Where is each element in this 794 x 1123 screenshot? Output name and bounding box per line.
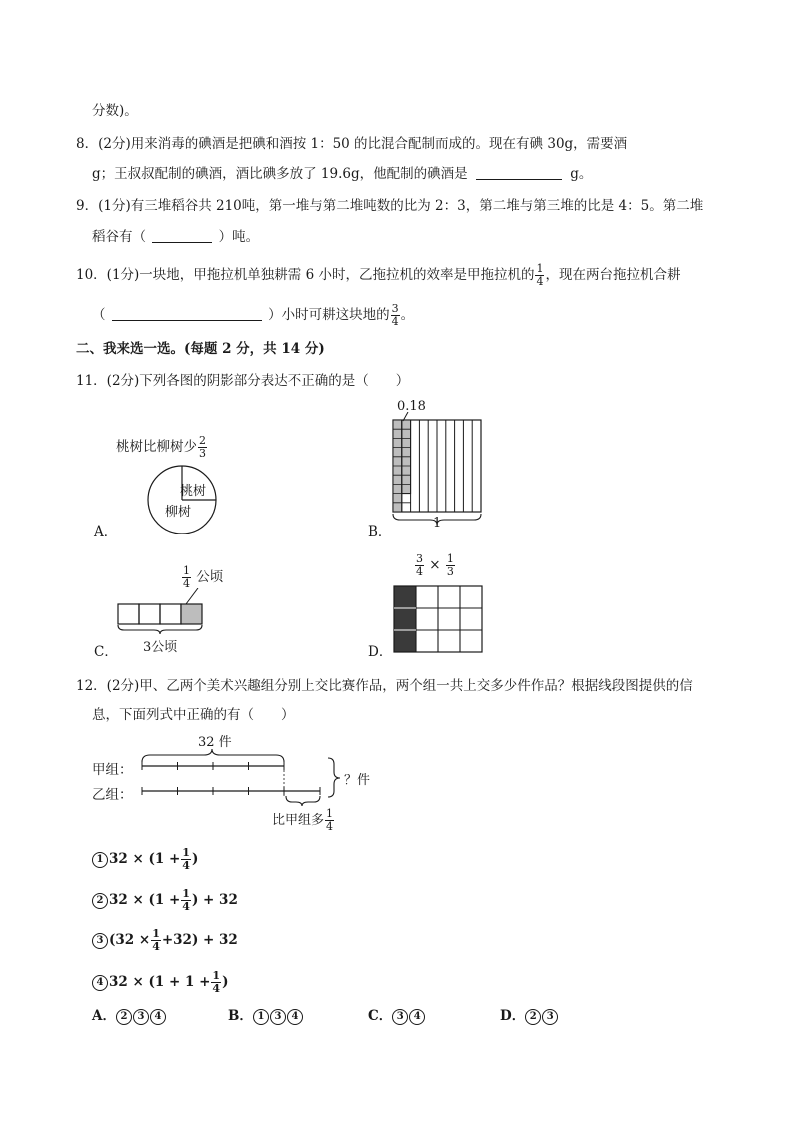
q11a-caption: 桃树比柳树少 $\frac{2}{3}$ [116,434,206,460]
q9-line2 [92,227,259,247]
q12-line2: 息，下面列式中正确的有（ ） [92,707,295,723]
q11-stem: 11．(2分)下列各图的阴影部分表达不正确的是（ ） [76,373,410,389]
q12-option-c[interactable]: C． 3 4 [368,1006,426,1026]
q12-option-d[interactable]: D． 2 3 [500,1006,559,1026]
q10-line1 [76,263,680,288]
q11c-pointer [186,588,198,604]
q11c-top-label: $\frac{1}{4}$ 公顷 [183,564,224,590]
q12-option-b[interactable]: B． 1 3 4 [228,1006,304,1026]
q10-answer-blank[interactable] [112,306,262,321]
q12-diagram-total-label: ？件 [344,773,371,788]
q11c-cell-shaded [181,604,202,624]
q12-segment-diagram [138,746,348,808]
q10-line1-text: 10．(1分)一块地，甲拖拉机单独耕需 6 小时，乙拖拉机的效率是甲拖拉机的 [76,267,535,283]
q11b-bottom-label: 1 [433,516,442,531]
q12-right-brace [328,758,340,797]
q12-line1: 12．(2分)甲、乙两个美术兴趣组分别上交比赛作品，两个组一共上交多少件作品？根据线段图提供的信 [76,678,693,694]
q12-formula-2: 2 32 × (1 + $\frac{1}{4}$ ) + 32 [92,888,238,913]
q12-option-a[interactable]: A． 2 3 4 [92,1006,167,1026]
q8-line1: 8．(2分)用来消毒的碘酒是把碘和酒按 1：50 的比混合配制而成的。现在有碘 30g，需要酒 [76,136,628,152]
q9-line2-text: 稻谷有（ [92,229,146,245]
q11-option-d-label[interactable]: D． [368,644,393,660]
q8-line2 [92,164,592,184]
q11-option-a-label[interactable]: A． [94,524,118,540]
q12-bottom-brace [286,796,320,806]
q9-line1: 9．(1分)有三堆稻谷共 210吨，第一堆与第二堆吨数的比为 2：3，第二堆与第三堆的比是 4：5。第二堆 [76,198,704,214]
q10-line2-end: 。 [400,307,415,323]
q10-line2-open: （ [92,307,106,323]
q11a-inner-label-willow: 柳树 [165,505,192,520]
q11d-top-label: $\frac{3}{4}$ × $\frac{1}{3}$ [416,552,454,578]
q11-option-b-label[interactable]: B． [368,524,392,540]
q11c-cell-3 [160,604,181,624]
q7-tail: 分数)。 [92,103,138,119]
q10-line2 [92,303,414,328]
q12-formula-4: 4 32 × (1 + 1 + $\frac{1}{4}$ ) [92,970,228,995]
q8-line2-end: g。 [570,166,593,182]
q11c-cell-2 [139,604,160,624]
q12-diagram-top-label: 32 件 [198,735,232,750]
q11d-shaded-column [394,586,416,652]
q11-option-c-label[interactable]: C． [94,644,118,660]
q11b-top-label: 0.18 [397,399,426,414]
q11d-grid-figure [392,584,486,656]
q9-line2-end: ）吨。 [218,229,260,245]
section2-heading: 二、我来选一选。(每题 2 分，共 14 分) [76,341,325,357]
q9-answer-blank[interactable] [152,228,212,243]
q12-diagram-row-jia: 甲组： [92,762,133,778]
q12-diagram-bottom-label: 比甲组多 $\frac{1}{4}$ [272,807,334,833]
q10-fraction-2: $\frac{3}{4}$ [391,302,399,328]
q8-answer-blank[interactable] [476,165,562,180]
q12-formula-1: 1 32 × (1 + $\frac{1}{4}$ ) [92,847,198,872]
q12-formula-3: 3 (32 × $\frac{1}{4}$ +32) + 32 [92,928,238,953]
q12-top-brace [142,749,284,762]
q11c-cell-1 [118,604,139,624]
q8-line2-text: g；王叔叔配制的碘酒，酒比碘多放了 19.6g，他配制的碘酒是 [92,166,468,182]
q11c-strip-figure [112,588,212,636]
q11a-inner-label-peach: 桃树 [180,484,207,499]
q10-line1-end: ，现在两台拖拉机合耕 [545,267,681,283]
q10-line2-text: ）小时可耕这块地的 [268,307,390,323]
q12-diagram-row-yi: 乙组： [92,787,133,803]
q11c-bottom-label: 3公顷 [143,640,178,655]
q11c-brace [118,625,202,634]
q10-fraction-1: $\frac{1}{4}$ [536,262,544,288]
